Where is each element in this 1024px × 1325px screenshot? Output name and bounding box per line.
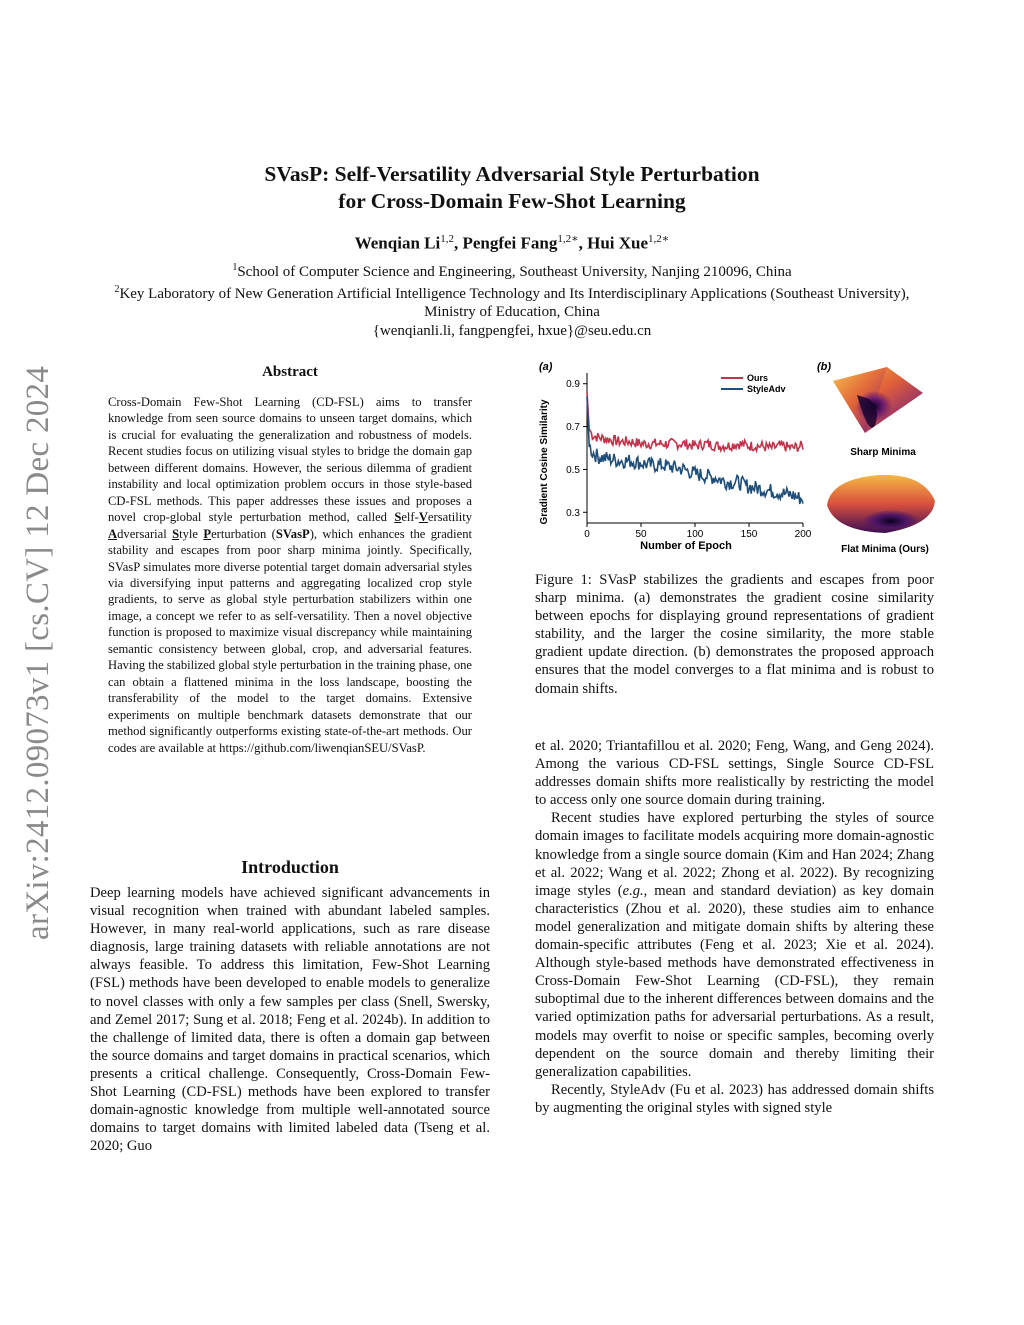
affiliations bbox=[100, 259, 924, 340]
name-letter: S bbox=[394, 510, 402, 525]
paragraph: et al. 2020; Triantafillou et al. 2020; Feng, Wang, and Geng 2024). Among the various CD-FSL settings, Single Source CD-FSL addresses domain shifts more realistically by restricting the model to access only one source domain during training. bbox=[535, 738, 934, 809]
abstract-part: Cross-Domain Few-Shot Learning (CD-FSL) aims to transfer knowledge from seen source domains to unseen target domains, which is crucial for evaluating the generalization and robustness of models. Recent studies focus on utilizing visual styles to bridge the domain gap between different domains. However, the serious dilemma of gradient instability and local optimization problem occurs in those style-based CD-FSL methods. This paper addresses these issues and proposes a novel crop-global style perturbation method, called bbox=[108, 395, 472, 525]
author-name: Pengfei Fang bbox=[462, 233, 558, 253]
author-affiliation-mark: 1,2∗ bbox=[648, 233, 670, 245]
author-emails: {wenqianli.li, fangpengfei, hxue}@seu.edu.cn bbox=[372, 322, 652, 339]
paper-title bbox=[100, 161, 924, 215]
paragraph-part: Recent studies have explored perturbing the styles of source domain images to facilitate models acquiring more domain-agnostic knowledge from a single source domain (Kim and Han 2024; Zhang et al. 2022; Wang et al. 2022; Zhong et al. 2022). By recognizing image styles ( bbox=[535, 810, 934, 899]
paragraph bbox=[535, 809, 934, 1080]
flat-minima-surface bbox=[827, 475, 935, 533]
introduction-text bbox=[90, 884, 490, 1155]
x-tick-label: 50 bbox=[635, 529, 647, 540]
y-tick-label: 0.5 bbox=[566, 464, 580, 476]
name-part: tyle bbox=[179, 526, 204, 541]
y-tick-label: 0.9 bbox=[566, 379, 580, 391]
affiliation-2 bbox=[100, 281, 924, 321]
x-tick-label: 200 bbox=[794, 529, 812, 540]
series-line-styleadv bbox=[587, 397, 803, 504]
sharp-minima-label: Sharp Minima bbox=[850, 447, 916, 458]
name-part: elf- bbox=[401, 510, 419, 525]
introduction-heading: Introduction bbox=[241, 857, 339, 877]
name-part: dversarial bbox=[117, 526, 173, 541]
panel-b-label: (b) bbox=[817, 361, 832, 373]
y-tick-label: 0.3 bbox=[566, 507, 580, 519]
figure-1-caption: Figure 1: SVasP stabilizes the gradients and escapes from poor sharp minima. (a) demonstrates the gradient cosine similarity between epochs for displaying ground representations of gradient stability, and the larger the cosine similarity, the more stable gradient update direction. (b) demonstrates the proposed approach ensures that the model converges to a flat minima and is robust to domain shifts. bbox=[535, 572, 934, 697]
legend bbox=[721, 373, 786, 394]
name-letter: A bbox=[108, 526, 118, 541]
title-line-2: for Cross-Domain Few-Shot Learning bbox=[338, 189, 686, 213]
y-axis-label: Gradient Cosine Similarity bbox=[539, 399, 550, 525]
paragraph: Deep learning models have achieved significant advancements in visual recognition when trained with abundant labeled samples. However, in many real-world applications, such as rare disease diagnosis, large training datasets with reliable annotations are not always feasible. To address this limitation, Few-Shot Learning (FSL) methods have been developed to enable models to generalize to novel classes with only a few samples per class (Snell, Swersky, and Zemel 2017; Sung et al. 2018; Feng et al. 2024b). In addition to the challenge of limited data, there is often a domain gap between the source domains and target domains in practical scenarios, which presents a critical challenge. Consequently, Cross-Domain Few-Shot Learning (CD-FSL) methods have been explored to transfer domain-agnostic knowledge from multiple well-annotated source domains to target domains with limited labeled data (Tseng et al. 2020; Guo bbox=[90, 885, 490, 1155]
title-line-1: SVasP: Self-Versatility Adversarial Style Perturbation bbox=[264, 162, 760, 186]
affiliation-mark: 2 bbox=[114, 284, 120, 296]
affiliation-1 bbox=[100, 259, 924, 281]
legend-label-styleadv: StyleAdv bbox=[747, 384, 786, 394]
method-abbreviation: SVasP bbox=[275, 526, 310, 541]
name-letter: P bbox=[203, 526, 212, 541]
affiliation-text: Key Laboratory of New Generation Artificial Intelligence Technology and Its Interdisciplinary Applications (Southeast University), Ministry of Education, China bbox=[119, 286, 910, 321]
x-tick-label: 150 bbox=[740, 529, 758, 540]
arxiv-identifier: arXiv:2412.09073v1 [cs.CV] 12 Dec 2024 bbox=[20, 365, 56, 940]
affiliation-text: School of Computer Science and Engineering, Southeast University, Nanjing 210096, China bbox=[237, 264, 792, 280]
sharp-minima-surface bbox=[833, 367, 923, 433]
x-axis-label: Number of Epoch bbox=[640, 540, 732, 552]
name-part: ersatility bbox=[427, 510, 472, 525]
name-letter: V bbox=[418, 510, 428, 525]
abstract-part: which enhances the gradient stability and escapes from poor sharp minima jointly. Specifically, SVasP simulates more diverse potential target domain adversarial styles via diversifying input patterns and aggregating localized crop style gradients, to serve as global style perturbation stabilizers within one image, a concept we refer to as self-versatility. Then a novel objective function is proposed to maximize visual discrepancy while maintaining semantic consistency between global, crop, and adversarial features. Having the stabilized global style perturbation in the training phase, one can obtain a flattened minima in the loss landscape, boosting the transferability of the model to the target domains. Extensive experiments on multiple benchmark datasets demonstrate that our method significantly outperforms existing state-of-the-art methods. Our codes are available at https://github.com/liwenqianSEU/SVasP. bbox=[108, 526, 472, 755]
x-tick-label: 100 bbox=[686, 529, 704, 540]
abstract-text bbox=[108, 394, 472, 756]
author-list: Wenqian Li$^{1,2}$, Pengfei Fang$^{1,2∗}$, Hui Xue$^{1,2∗}$ bbox=[354, 233, 670, 253]
figure-1 bbox=[535, 355, 940, 560]
paragraph-part: , mean and standard deviation) as key domain characteristics (Zhou et al. 2020), these studies aim to enhance model generalization and mitigate domain shifts by altering these domain-specific attributes (Feng et al. 2023; Xie et al. 2024). Although style-based methods have demonstrated effectiveness in Cross-Domain Few-Shot Learning (CD-FSL), they remain suboptimal due to the inherent differences between domains and the varied optimization paths for adversarial perturbations. As a result, models may overfit to noise or specific samples, becoming overly dependent on the source domain and thereby limiting their generalization capabilities. bbox=[535, 882, 934, 1080]
y-tick-label: 0.7 bbox=[566, 422, 580, 434]
author-affiliation-mark: 1,2∗ bbox=[557, 233, 579, 245]
series-line-ours bbox=[587, 392, 803, 451]
panel-a-label: (a) bbox=[539, 361, 553, 373]
name-part: erturbation ( bbox=[211, 526, 276, 541]
emphasis: e.g. bbox=[622, 882, 644, 899]
author-name: Wenqian Li bbox=[354, 233, 441, 253]
flat-minima-label: Flat Minima (Ours) bbox=[841, 544, 929, 555]
abstract-heading: Abstract bbox=[262, 364, 318, 380]
figure-1-graphic bbox=[535, 355, 940, 560]
paragraph: Recently, StyleAdv (Fu et al. 2023) has addressed domain shifts by augmenting the original styles with signed style bbox=[535, 1081, 934, 1116]
right-column-text bbox=[535, 737, 934, 1117]
author-name: Hui Xue bbox=[587, 233, 649, 253]
legend-label-ours: Ours bbox=[747, 373, 769, 383]
plot-area bbox=[566, 373, 812, 540]
author-affiliation-mark: 1,2 bbox=[440, 233, 454, 245]
name-part: ), bbox=[309, 526, 323, 541]
name-letter: S bbox=[172, 526, 180, 541]
affiliation-mark: 1 bbox=[232, 262, 238, 273]
x-tick-label: 0 bbox=[584, 529, 590, 540]
